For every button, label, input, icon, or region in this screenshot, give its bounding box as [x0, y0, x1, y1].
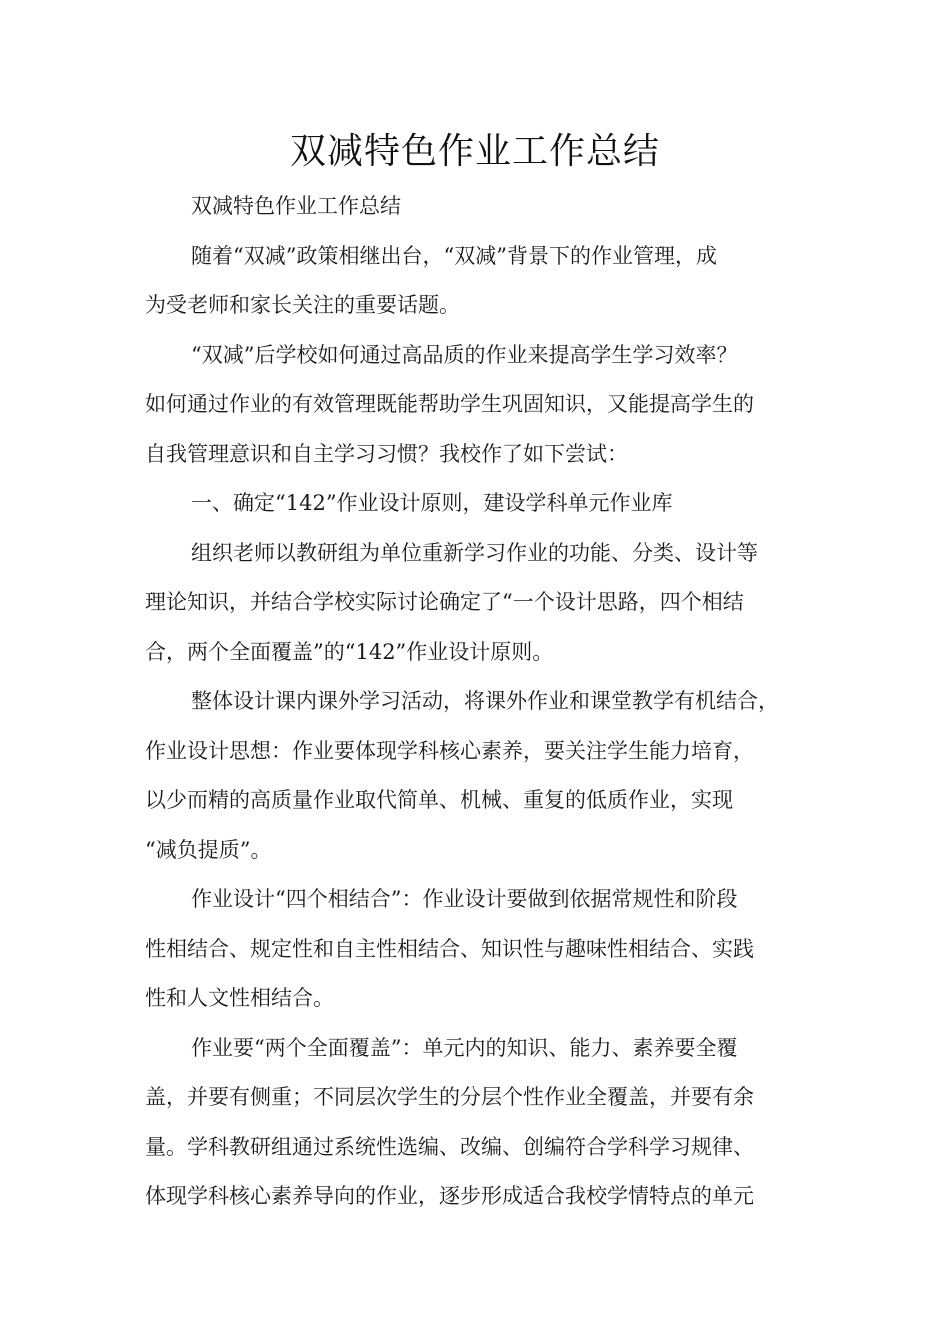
body-line: “双减”后学校如何通过高品质的作业来提高学生学习效率？: [191, 342, 738, 367]
body-line: 如何通过作业的有效管理既能帮助学生巩固知识，又能提高学生的: [145, 392, 754, 416]
section-heading: 一、确定“142”作业设计原则，建设学科单元作业库: [191, 491, 673, 515]
body-line: 合，两个全面覆盖”的“142”作业设计原则。: [145, 639, 554, 664]
body-line: 双减特色作业工作总结: [191, 194, 401, 218]
body-line: 量。学科教研组通过系统性选编、改编、创编符合学科学习规律、: [145, 1134, 754, 1159]
body-line: 随着“双减”政策相继出台，“双减”背景下的作业管理，成: [191, 243, 717, 268]
document-body: [145, 182, 825, 1222]
body-line: 作业设计思想：作业要体现学科核心素养，要关注学生能力培育，: [145, 738, 754, 763]
body-line: 性相结合、规定性和自主性相结合、知识性与趣味性相结合、实践: [145, 936, 754, 961]
body-line: 自我管理意识和自主学习习惯？我校作了如下尝试：: [145, 441, 628, 466]
body-line: 为受老师和家长关注的重要话题。: [145, 293, 460, 317]
body-line: 性和人文性相结合。: [145, 986, 334, 1010]
document-title: 双减特色作业工作总结: [289, 131, 660, 172]
body-line: 体现学科核心素养导向的作业，逐步形成适合我校学情特点的单元: [145, 1184, 754, 1208]
body-line: 作业设计“四个相结合”：作业设计要做到依据常规性和阶段: [191, 887, 738, 911]
body-line: 组织老师以教研组为单位重新学习作业的功能、分类、设计等: [191, 540, 758, 565]
body-line: 理论知识，并结合学校实际讨论确定了“一个设计思路，四个相结: [145, 590, 744, 614]
body-line: 盖，并要有侧重；不同层次学生的分层个性作业全覆盖，并要有余: [145, 1085, 754, 1109]
body-line: “减负提质”。: [145, 837, 272, 862]
body-line: 以少而精的高质量作业取代简单、机械、重复的低质作业，实现: [145, 788, 733, 812]
body-line: 作业要“两个全面覆盖”：单元内的知识、能力、素养要全覆: [191, 1035, 738, 1060]
body-line: 整体设计课内课外学习活动，将课外作业和课堂教学有机结合，: [191, 689, 779, 713]
